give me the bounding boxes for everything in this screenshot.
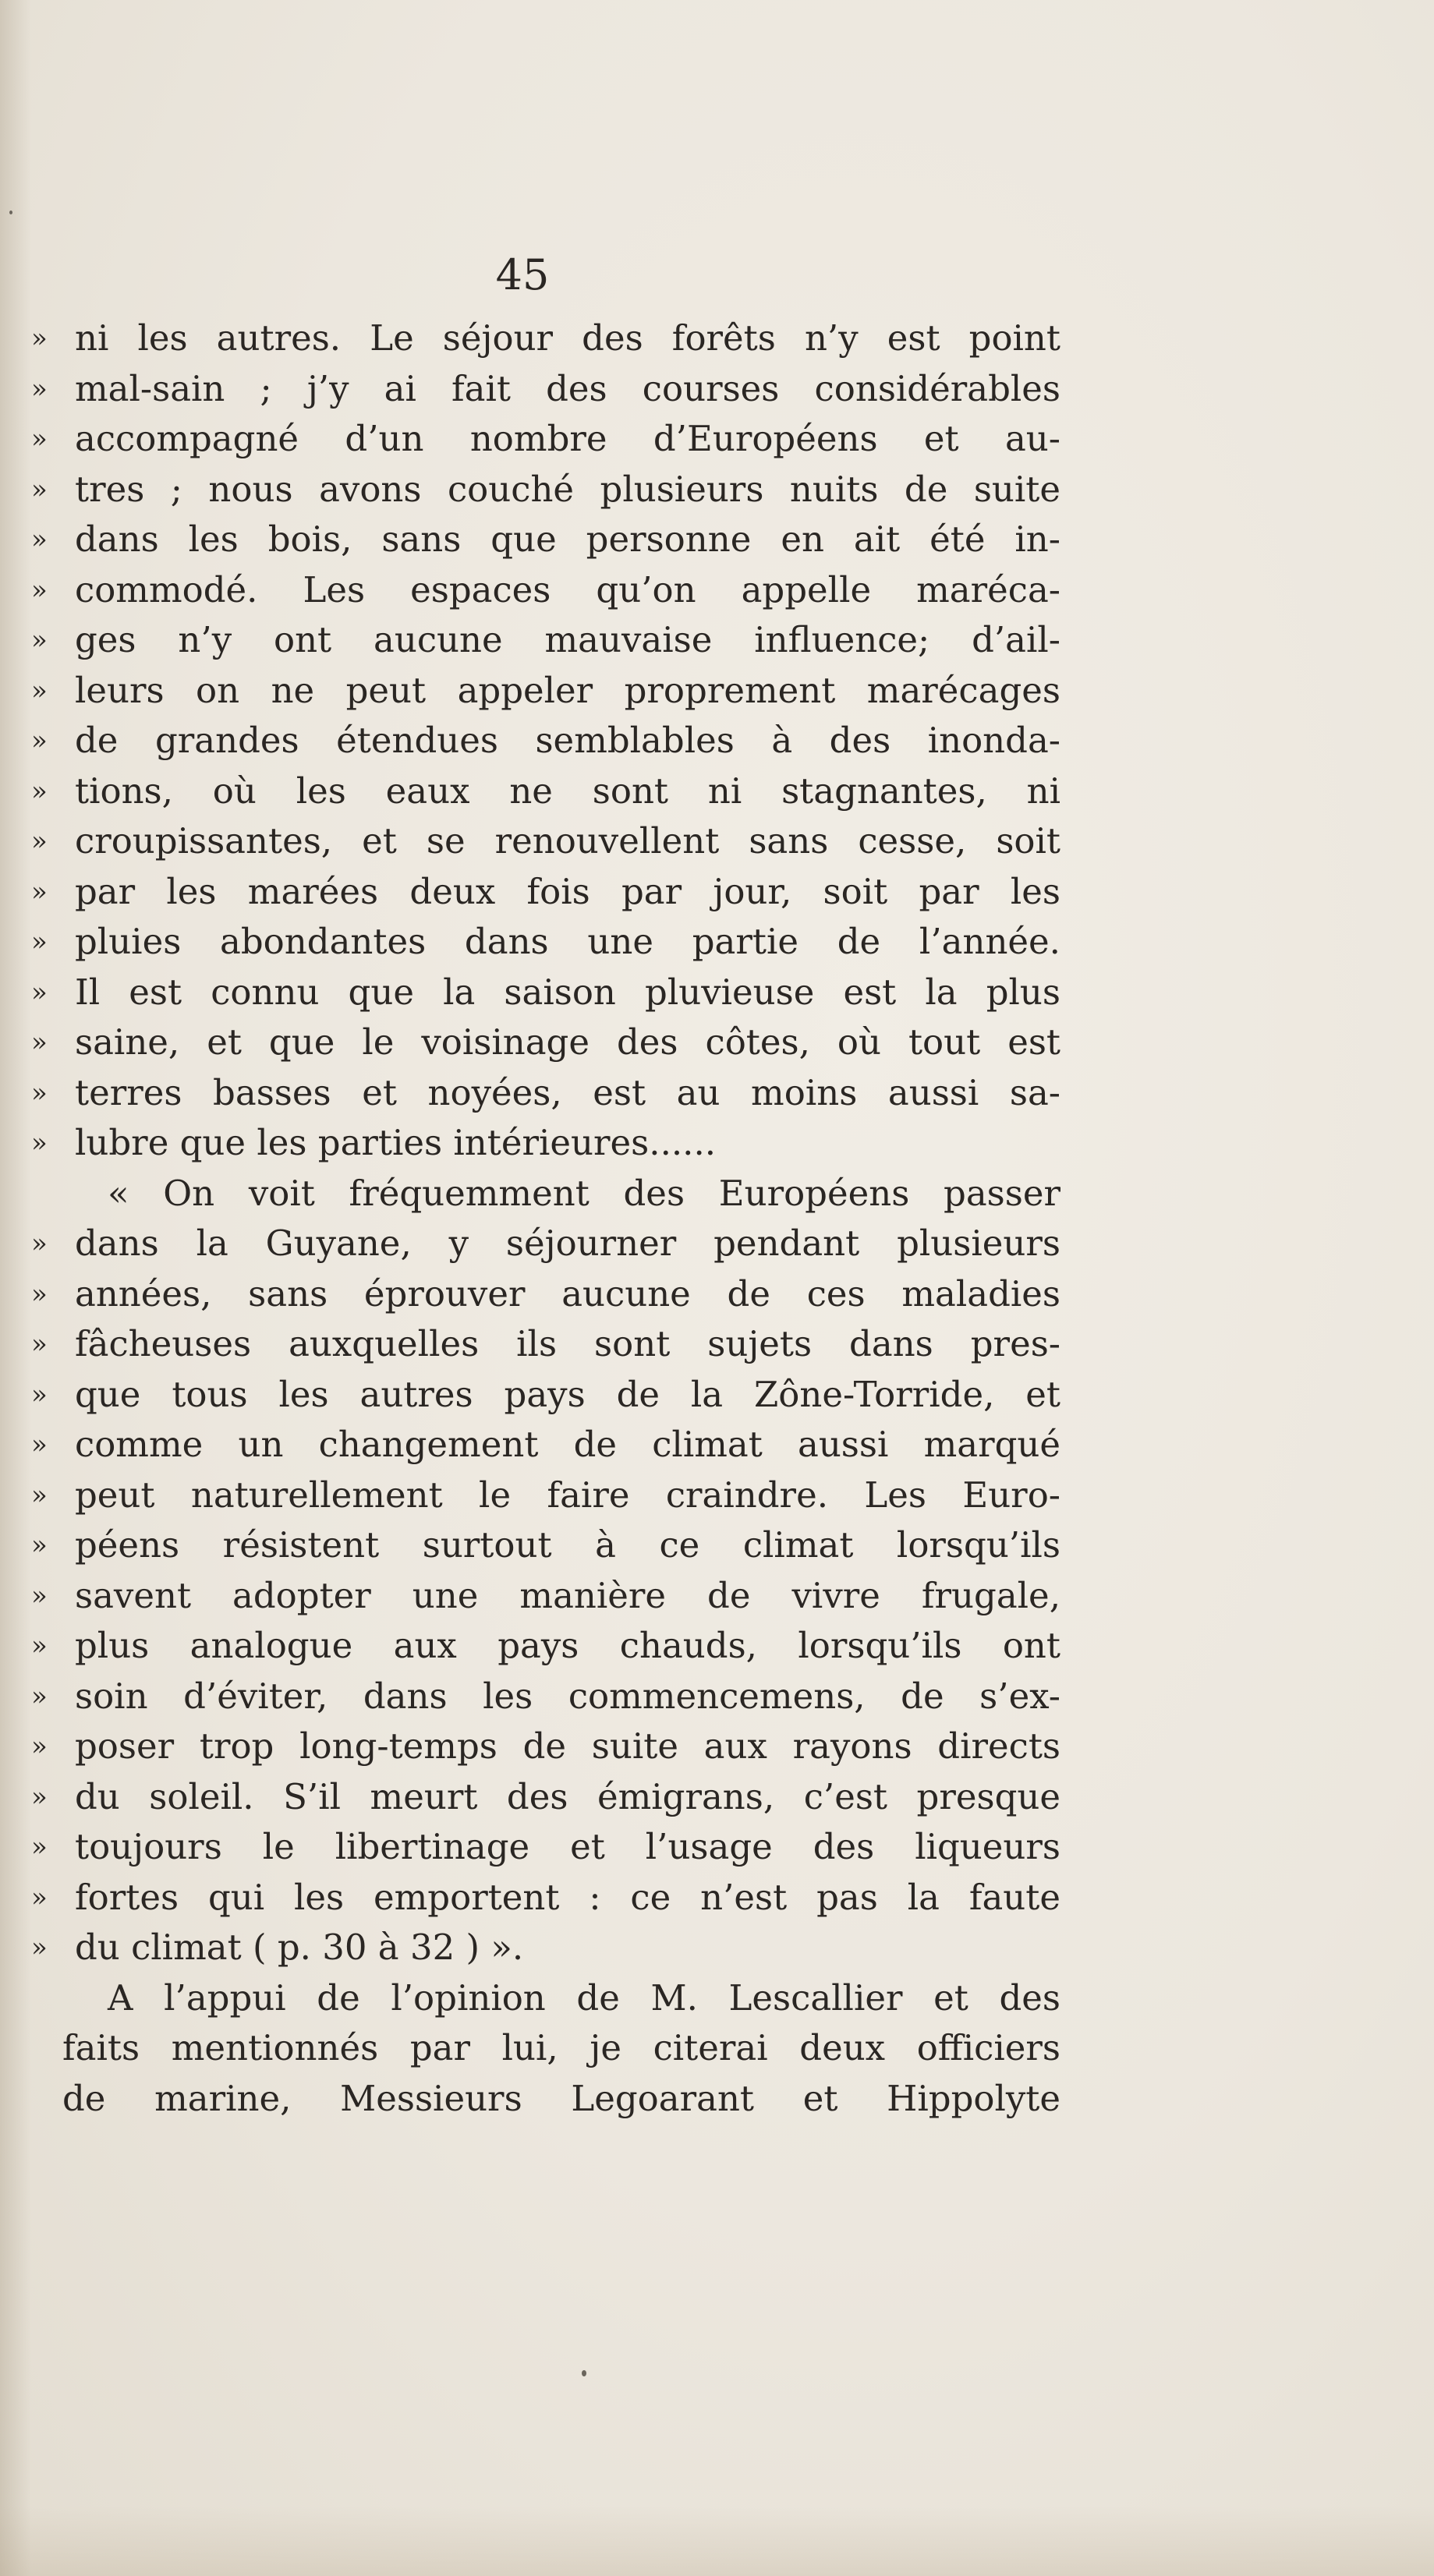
text-line [31, 565, 1060, 616]
text-line [31, 1973, 1060, 2024]
quote-mark: » [31, 323, 48, 354]
line-text: péens résistent surtout à ce climat lorsqu’ils [75, 1524, 1060, 1566]
text-line [31, 1923, 1060, 1973]
line-text: toujours le libertinage et l’usage des liqueurs [75, 1826, 1060, 1867]
text-line [31, 313, 1060, 364]
text-line [31, 1822, 1060, 1873]
line-text: peut naturellement le faire craindre. Les Euro- [75, 1474, 1060, 1516]
line-text: comme un changement de climat aussi marqué [75, 1424, 1060, 1465]
text-line [31, 364, 1060, 415]
text-line [31, 867, 1060, 918]
line-text: leurs on ne peut appeler proprement marécages [75, 669, 1060, 711]
line-text: du soleil. S’il meurt des émigrans, c’est presque [75, 1775, 1060, 1817]
line-text: dans la Guyane, y séjourner pendant plusieurs [75, 1223, 1060, 1264]
quote-mark: » [31, 373, 48, 405]
text-line [31, 1470, 1060, 1521]
text-line [31, 1772, 1060, 1823]
line-text: terres basses et noyées, est au moins aussi sa- [75, 1071, 1060, 1113]
page-edge-shadow [0, 0, 31, 2576]
quote-mark: » [31, 775, 48, 807]
line-text: de grandes étendues semblables à des inonda- [75, 720, 1060, 761]
line-text: que tous les autres pays de la Zône-Torride, et [75, 1373, 1060, 1415]
quote-mark: » [31, 976, 48, 1008]
quote-mark: » [31, 524, 48, 555]
text-line [31, 917, 1060, 968]
line-text: tions, où les eaux ne sont ni stagnantes, ni [75, 770, 1060, 812]
line-text: tres ; nous avons couché plusieurs nuits de suite [75, 468, 1060, 510]
text-line [31, 1721, 1060, 1772]
text-line [31, 1269, 1060, 1320]
text-line [31, 465, 1060, 515]
quote-mark: » [31, 1680, 48, 1712]
quote-mark: » [31, 1228, 48, 1259]
line-text: pluies abondantes dans une partie de l’année. [75, 921, 1060, 962]
text-line [31, 1520, 1060, 1571]
text-line [31, 1219, 1060, 1269]
text-line [31, 515, 1060, 565]
text-line [31, 1068, 1060, 1119]
quote-mark: » [31, 1831, 48, 1863]
quote-mark: » [31, 574, 48, 606]
quote-mark: » [31, 1479, 48, 1511]
text-line [31, 2023, 1060, 2074]
line-text: de marine, Messieurs Legoarant et Hippolyte [62, 2077, 1060, 2119]
text-line [31, 1873, 1060, 1923]
text-line [31, 766, 1060, 817]
body-text [31, 313, 1060, 2124]
quote-mark: » [31, 926, 48, 957]
quote-mark: » [31, 625, 48, 656]
text-line [31, 1420, 1060, 1470]
text-line [31, 816, 1060, 867]
quote-mark: » [31, 473, 48, 505]
text-line [31, 1621, 1060, 1672]
line-text: plus analogue aux pays chauds, lorsqu’ils ont [75, 1625, 1060, 1666]
line-text: lubre que les parties intérieures...... [75, 1122, 717, 1163]
text-line [31, 666, 1060, 717]
line-text: ges n’y ont aucune mauvaise influence; d’ail- [75, 619, 1060, 660]
quote-mark: » [31, 1027, 48, 1058]
line-text: années, sans éprouver aucune de ces maladies [75, 1272, 1060, 1315]
quote-mark: » [31, 1278, 48, 1310]
line-text: dans les bois, sans que personne en ait été in- [75, 518, 1060, 560]
quote-mark: » [31, 876, 48, 908]
line-text: accompagné d’un nombre d’Européens et au- [75, 418, 1060, 459]
line-text: du climat ( p. 30 à 32 ) ». [75, 1927, 524, 1968]
page-number: 45 [495, 250, 550, 299]
line-text: saine, et que le voisinage des côtes, où tout est [75, 1021, 1060, 1063]
quote-mark: » [31, 1530, 48, 1561]
line-text: Il est connu que la saison pluvieuse est la plus [75, 971, 1060, 1013]
text-line [31, 716, 1060, 766]
quote-mark: » [31, 826, 48, 857]
quote-mark: » [31, 1429, 48, 1460]
line-text: soin d’éviter, dans les commencemens, de s’ex- [75, 1675, 1060, 1717]
line-text: « On voit fréquemment des Européens passer [108, 1172, 1060, 1214]
text-line [31, 968, 1060, 1018]
line-text: poser trop long-temps de suite aux rayons directs [75, 1725, 1060, 1767]
quote-mark: » [31, 1731, 48, 1762]
ink-speck [582, 2370, 586, 2376]
line-text: ni les autres. Le séjour des forêts n’y est point [75, 317, 1060, 359]
text-line [31, 1319, 1060, 1370]
line-text: par les marées deux fois par jour, soit par les [75, 870, 1060, 912]
text-line [31, 1672, 1060, 1722]
quote-mark: » [31, 1881, 48, 1913]
quote-mark: » [31, 1127, 48, 1159]
line-text: fortes qui les emportent : ce n’est pas la faute [75, 1876, 1060, 1918]
text-line [31, 1571, 1060, 1622]
quote-mark: » [31, 1077, 48, 1109]
quote-mark: » [31, 1781, 48, 1813]
text-line [31, 2074, 1060, 2125]
page-bottom-shadow [0, 2506, 1434, 2576]
line-text: mal-sain ; j’y ai fait des courses considérables [75, 367, 1060, 409]
text-line [31, 1169, 1060, 1219]
quote-mark: » [31, 1630, 48, 1661]
line-text: A l’appui de l’opinion de M. Lescallier et des [108, 1976, 1060, 2019]
ink-speck [9, 211, 12, 214]
quote-mark: » [31, 1932, 48, 1963]
line-text: faits mentionnés par lui, je citerai deux officiers [62, 2027, 1060, 2068]
quote-mark: » [31, 674, 48, 706]
text-line [31, 615, 1060, 666]
line-text: savent adopter une manière de vivre frugale, [75, 1574, 1060, 1616]
line-text: croupissantes, et se renouvellent sans cesse, soit [75, 820, 1060, 862]
text-line [31, 1370, 1060, 1421]
line-text: fâcheuses auxquelles ils sont sujets dans pres- [75, 1323, 1060, 1364]
text-line [31, 1118, 1060, 1169]
line-text: commodé. Les espaces qu’on appelle maréca- [75, 568, 1060, 610]
quote-mark: » [31, 1329, 48, 1360]
quote-mark: » [31, 1378, 48, 1410]
quote-mark: » [31, 1580, 48, 1612]
text-line [31, 414, 1060, 465]
quote-mark: » [31, 725, 48, 756]
text-line [31, 1017, 1060, 1068]
quote-mark: » [31, 423, 48, 455]
